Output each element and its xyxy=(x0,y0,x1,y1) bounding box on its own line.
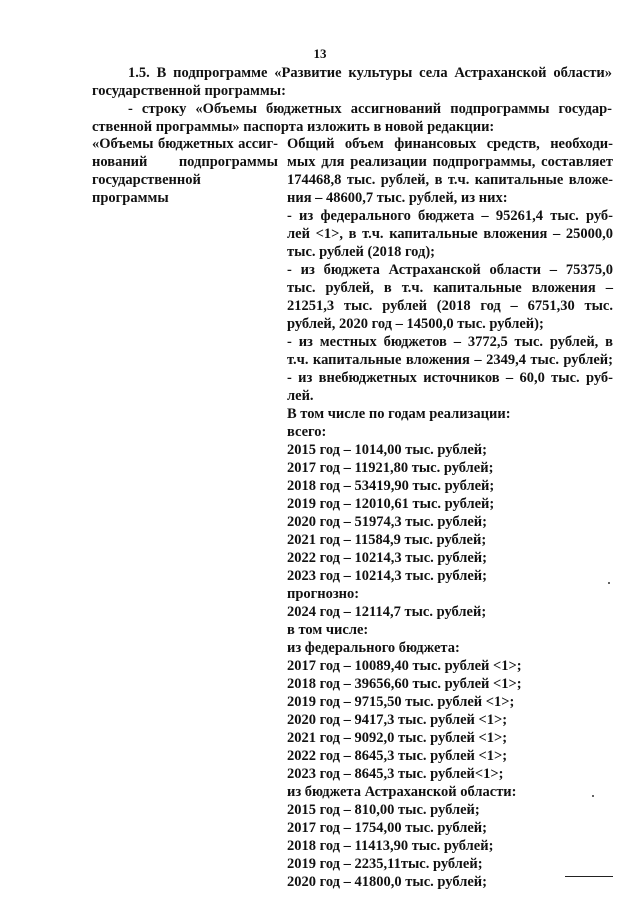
right-cell-line: - из местных бюджетов – 3772,5 тыс. рублей, в xyxy=(287,334,613,350)
right-cell-line: 2021 год – 9092,0 тыс. рублей <1>; xyxy=(287,730,508,746)
right-cell-line: 2023 год – 8645,3 тыс. рублей<1>; xyxy=(287,766,504,782)
right-cell-line: 2015 год – 1014,00 тыс. рублей; xyxy=(287,442,487,458)
right-cell-line: 2015 год – 810,00 тыс. рублей; xyxy=(287,802,480,818)
left-cell-line: нований подпрограммы xyxy=(92,154,278,170)
intro-paragraph-1 xyxy=(92,64,612,100)
right-cell-line: лей <1>, в т.ч. капитальные вложения – 25000,0 xyxy=(287,226,613,242)
right-cell-line: 2023 год – 10214,3 тыс. рублей; xyxy=(287,568,487,584)
right-cell-line: Общий объем финансовых средств, необходи- xyxy=(287,136,613,152)
right-cell-line: 2022 год – 8645,3 тыс. рублей <1>; xyxy=(287,748,508,764)
left-cell-line: «Объемы бюджетных ассиг- xyxy=(92,136,278,152)
page-number: 13 xyxy=(313,46,327,61)
right-cell-line: из федерального бюджета: xyxy=(287,640,460,656)
right-cell-line: - из внебюджетных источников – 60,0 тыс. руб- xyxy=(287,370,613,386)
right-cell-line: прогнозно: xyxy=(287,586,360,602)
right-cell-line: 174468,8 тыс. рублей, в т.ч. капитальные вложе- xyxy=(287,172,613,188)
right-cell-line: 21251,3 тыс. рублей (2018 год – 6751,30 тыс. xyxy=(287,298,613,314)
right-cell-line: 2020 год – 41800,0 тыс. рублей; xyxy=(287,874,487,890)
right-cell-line: 2022 год – 10214,3 тыс. рублей; xyxy=(287,550,487,566)
right-cell-line: 2019 год – 12010,61 тыс. рублей; xyxy=(287,496,495,512)
intro-paragraph-2 xyxy=(92,100,612,136)
intro-line: - строку «Объемы бюджетных ассигнований подпрограммы государ- xyxy=(128,101,612,117)
right-cell-line: В том числе по годам реализации: xyxy=(287,406,511,422)
right-cell-line: всего: xyxy=(287,424,327,440)
right-cell-line: 2018 год – 53419,90 тыс. рублей; xyxy=(287,478,495,494)
scan-speck xyxy=(608,582,610,584)
right-cell-line: из бюджета Астраханской области: xyxy=(287,784,517,800)
right-cell-line: 2021 год – 11584,9 тыс. рублей; xyxy=(287,532,487,548)
left-cell-line: государственной программы xyxy=(92,172,201,206)
right-cell-line: ния – 48600,7 тыс. рублей, из них: xyxy=(287,190,508,206)
right-cell-line: 2017 год – 10089,40 тыс. рублей <1>; xyxy=(287,658,522,674)
right-cell-line: - из бюджета Астраханской области – 75375,0 xyxy=(287,262,613,278)
table-right-cell xyxy=(287,135,613,891)
intro-line: государственной программы: xyxy=(92,83,286,99)
right-cell-line: в том числе: xyxy=(287,622,369,638)
right-cell-line: 2024 год – 12114,7 тыс. рублей; xyxy=(287,604,487,620)
footer-rule xyxy=(565,876,613,877)
right-cell-line: 2019 год – 9715,50 тыс. рублей <1>; xyxy=(287,694,515,710)
right-cell-line: тыс. рублей, в т.ч. капитальные вложения – xyxy=(287,280,613,296)
right-cell-line: 2017 год – 11921,80 тыс. рублей; xyxy=(287,460,494,476)
right-cell-line: 2018 год – 11413,90 тыс. рублей; xyxy=(287,838,494,854)
right-cell-line: т.ч. капитальные вложения – 2349,4 тыс. рублей; xyxy=(287,352,613,368)
right-cell-line: 2019 год – 2235,11тыс. рублей; xyxy=(287,856,483,872)
right-cell-line: тыс. рублей (2018 год); xyxy=(287,244,436,260)
right-cell-line: 2018 год – 39656,60 тыс. рублей <1>; xyxy=(287,676,522,692)
scan-speck xyxy=(592,795,594,797)
right-cell-line: лей. xyxy=(287,388,314,404)
right-cell-line: мых для реализации подпрограммы, составляет xyxy=(287,154,613,170)
right-cell-line: - из федерального бюджета – 95261,4 тыс. руб- xyxy=(287,208,613,224)
intro-line: ственной программы» паспорта изложить в новой редакции: xyxy=(92,119,495,135)
right-cell-line: 2020 год – 9417,3 тыс. рублей <1>; xyxy=(287,712,508,728)
right-cell-line: 2017 год – 1754,00 тыс. рублей; xyxy=(287,820,487,836)
right-cell-line: рублей, 2020 год – 14500,0 тыс. рублей); xyxy=(287,316,544,332)
table-left-cell xyxy=(92,135,278,207)
right-cell-line: 2020 год – 51974,3 тыс. рублей; xyxy=(287,514,487,530)
intro-line: 1.5. В подпрограмме «Развитие культуры села Астраханской области» xyxy=(128,65,612,81)
